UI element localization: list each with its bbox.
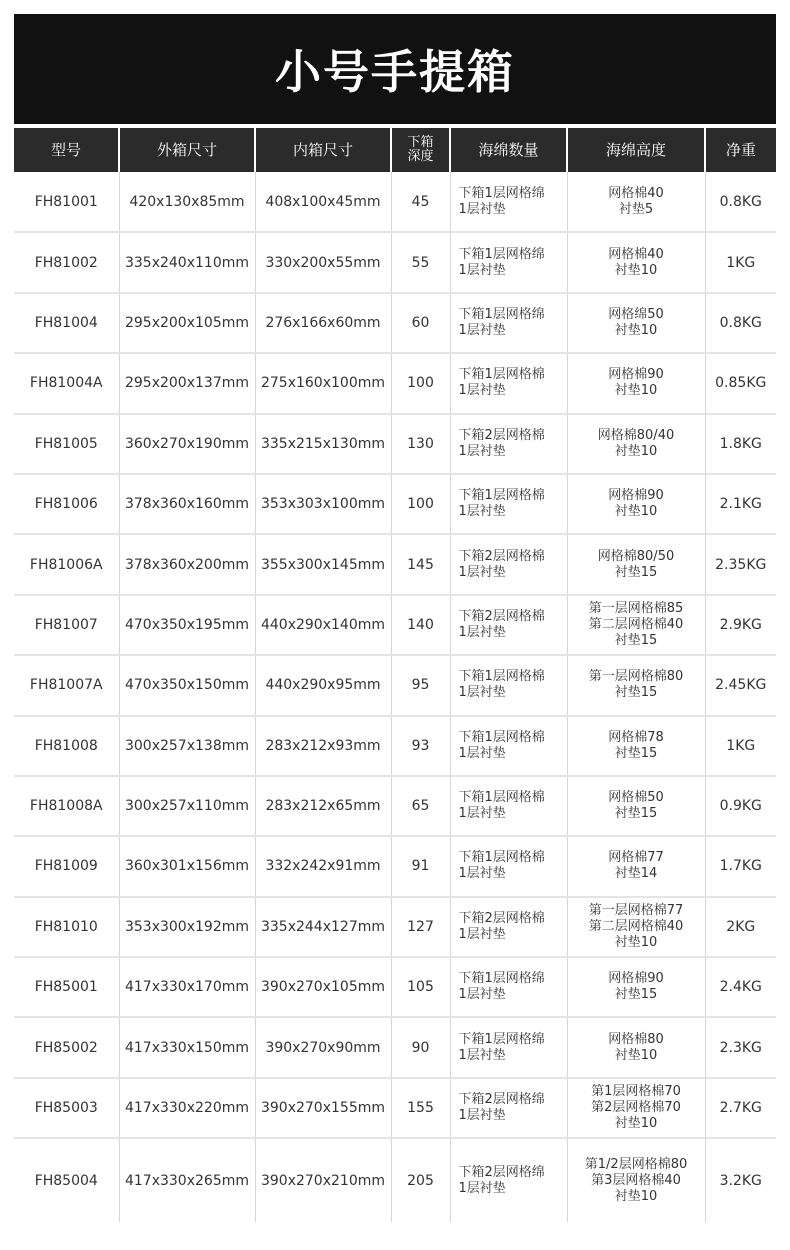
cell-depth: 130 — [391, 414, 450, 474]
cell-foam-height-line: 第1/2层网格棉80 — [584, 1156, 688, 1172]
cell-foam-height-line: 第1层网格棉70 — [591, 1084, 681, 1100]
table-row — [14, 957, 776, 1017]
cell-foam-height-line: 衬垫10 — [614, 1047, 658, 1063]
cell-foam-qty-line: 下箱1层网格绵 — [458, 185, 545, 201]
cell-model: FH81002 — [14, 232, 119, 292]
cell-foam-qty-line: 下箱1层网格绵 — [458, 1031, 545, 1047]
cell-foam-qty-line: 1层衬垫 — [458, 564, 506, 580]
cell-weight: 2.35KG — [705, 534, 776, 594]
table-row — [14, 776, 776, 836]
cell-model: FH81007A — [14, 655, 119, 715]
cell-foam-height-line: 衬垫10 — [614, 322, 658, 338]
title-banner — [14, 14, 776, 124]
table-row — [14, 1138, 776, 1222]
cell-model: FH85002 — [14, 1017, 119, 1077]
cell-foam-qty — [450, 172, 567, 232]
cell-foam-qty — [450, 1138, 567, 1222]
header-inner-size: 内箱尺寸 — [255, 128, 391, 172]
cell-depth: 91 — [391, 836, 450, 896]
cell-inner-size: 330x200x55mm — [255, 232, 391, 292]
cell-model: FH81001 — [34, 193, 98, 210]
cell-depth: 95 — [391, 655, 450, 715]
page-title: 小号手提箱 — [275, 45, 515, 99]
cell-weight: 0.8KG — [705, 172, 776, 232]
table-row — [14, 1078, 776, 1138]
cell-weight: 2.1KG — [705, 474, 776, 534]
cell-foam-height — [567, 1138, 705, 1222]
table-row — [14, 897, 776, 957]
header-row — [14, 128, 776, 172]
cell-weight: 1KG — [705, 232, 776, 292]
cell-outer-size: 300x257x110mm — [119, 776, 255, 836]
cell-foam-height-line: 第一层网格棉85 — [588, 600, 684, 616]
table-row — [14, 414, 776, 474]
cell-foam-qty-line: 下箱1层网格绵 — [458, 246, 545, 262]
cell-model: FH85004 — [14, 1138, 119, 1222]
cell-model: FH81006 — [14, 474, 119, 534]
cell-depth: 145 — [391, 534, 450, 594]
cell-model: FH81006A — [14, 534, 119, 594]
cell-foam-height-line: 衬垫10 — [614, 934, 658, 950]
cell-outer-size: 295x200x137mm — [119, 353, 255, 413]
cell-foam-qty-line: 1层衬垫 — [458, 685, 506, 701]
cell-foam-height-line: 第一层网格棉80 — [588, 669, 684, 685]
cell-foam-qty — [450, 474, 567, 534]
cell-foam-qty-line: 下箱2层网格棉 — [458, 608, 545, 624]
cell-foam-height-line: 衬垫10 — [614, 262, 658, 278]
cell-depth: 60 — [391, 293, 450, 353]
cell-inner-size: 283x212x93mm — [255, 716, 391, 776]
cell-foam-height — [567, 534, 705, 594]
cell-model: FH81004A — [14, 353, 119, 413]
cell-foam-qty-line: 1层衬垫 — [458, 745, 506, 761]
cell-foam-qty — [450, 655, 567, 715]
cell-outer-size: 417x330x150mm — [119, 1017, 255, 1077]
table-row — [14, 474, 776, 534]
cell-foam-qty-line: 1层衬垫 — [458, 1108, 506, 1124]
cell-foam-qty-line: 1层衬垫 — [458, 624, 506, 640]
cell-foam-height-line: 网格棉80 — [608, 1031, 664, 1047]
header-outer-size: 外箱尺寸 — [119, 128, 255, 172]
table-row — [14, 353, 776, 413]
cell-foam-height-line: 网格绵50 — [608, 306, 664, 322]
cell-foam-qty — [450, 897, 567, 957]
cell-foam-height-line: 衬垫14 — [614, 866, 658, 882]
cell-outer-size: 378x360x200mm — [119, 534, 255, 594]
cell-inner-size: 275x160x100mm — [255, 353, 391, 413]
cell-foam-qty — [450, 293, 567, 353]
cell-outer-size: 417x330x170mm — [119, 957, 255, 1017]
cell-model: FH85003 — [14, 1078, 119, 1138]
cell-outer-size: 470x350x150mm — [119, 655, 255, 715]
cell-foam-height — [567, 293, 705, 353]
cell-foam-height-line: 网格棉40 — [608, 246, 664, 262]
cell-foam-height-line: 衬垫15 — [614, 685, 658, 701]
table-row — [14, 232, 776, 292]
cell-foam-height — [567, 836, 705, 896]
cell-foam-qty-line: 1层衬垫 — [458, 926, 506, 942]
cell-outer-size: 353x300x192mm — [119, 897, 255, 957]
cell-outer-size: 335x240x110mm — [119, 232, 255, 292]
cell-foam-qty-line: 1层衬垫 — [458, 866, 506, 882]
cell-foam-qty-line: 1层衬垫 — [458, 806, 506, 822]
cell-depth: 93 — [391, 716, 450, 776]
cell-weight: 2KG — [705, 897, 776, 957]
cell-inner-size: 355x300x145mm — [255, 534, 391, 594]
cell-foam-height-line: 第3层网格棉40 — [591, 1172, 681, 1188]
cell-outer-size: 417x330x265mm — [119, 1138, 255, 1222]
header-foam-qty: 海绵数量 — [450, 128, 567, 172]
table-row — [14, 716, 776, 776]
cell-depth: 65 — [391, 776, 450, 836]
cell-foam-height — [567, 474, 705, 534]
cell-inner-size: 335x244x127mm — [255, 897, 391, 957]
cell-foam-height-line: 网格棉77 — [608, 850, 664, 866]
table-row — [14, 1017, 776, 1077]
cell-foam-height-line: 衬垫10 — [614, 1116, 658, 1132]
cell-foam-height — [567, 414, 705, 474]
cell-model: FH85001 — [14, 957, 119, 1017]
header-model: 型号 — [14, 128, 119, 172]
cell-foam-height — [567, 716, 705, 776]
cell-foam-qty-line: 下箱2层网格棉 — [458, 427, 545, 443]
cell-weight: 2.3KG — [705, 1017, 776, 1077]
cell-foam-qty-line: 下箱2层网格绵 — [458, 1164, 545, 1180]
cell-foam-height-line: 网格棉80/50 — [597, 548, 675, 564]
cell-inner-size: 283x212x65mm — [255, 776, 391, 836]
cell-depth: 155 — [391, 1078, 450, 1138]
cell-foam-qty-line: 1层衬垫 — [458, 987, 506, 1003]
cell-weight: 2.4KG — [705, 957, 776, 1017]
cell-outer-size: 417x330x220mm — [119, 1078, 255, 1138]
cell-foam-height-line: 网格棉78 — [608, 729, 664, 745]
cell-foam-qty-line: 下箱1层网格棉 — [458, 729, 545, 745]
cell-model: FH81008A — [14, 776, 119, 836]
cell-foam-qty-line: 下箱1层网格棉 — [458, 367, 545, 383]
cell-foam-height — [567, 595, 705, 655]
cell-depth: 105 — [391, 957, 450, 1017]
cell-foam-qty-line: 下箱1层网格绵 — [458, 306, 545, 322]
cell-foam-qty-line: 1层衬垫 — [458, 1047, 506, 1063]
cell-foam-qty-line: 1层衬垫 — [458, 504, 506, 520]
cell-foam-height-line: 网格棉90 — [608, 367, 664, 383]
cell-foam-height-line: 衬垫5 — [618, 201, 654, 217]
cell-foam-height-line: 第二层网格棉40 — [588, 918, 684, 934]
spec-table — [14, 128, 776, 1222]
cell-weight: 0.8KG — [705, 293, 776, 353]
cell-depth: 100 — [391, 353, 450, 413]
cell-foam-height-line: 衬垫15 — [614, 632, 658, 648]
cell-foam-height-line: 网格棉90 — [608, 971, 664, 987]
cell-depth: 140 — [391, 595, 450, 655]
cell-foam-qty-line: 下箱1层网格棉 — [458, 850, 545, 866]
cell-foam-height-line: 网格棉80/40 — [597, 427, 675, 443]
cell-model: FH81009 — [14, 836, 119, 896]
cell-depth: 100 — [391, 474, 450, 534]
cell-inner-size: 332x242x91mm — [255, 836, 391, 896]
cell-foam-height — [567, 897, 705, 957]
cell-foam-height-line: 衬垫10 — [614, 504, 658, 520]
cell-foam-qty — [450, 232, 567, 292]
cell-outer-size: 295x200x105mm — [119, 293, 255, 353]
cell-foam-qty — [450, 534, 567, 594]
table-row — [14, 172, 776, 232]
cell-foam-qty-line: 下箱1层网格绵 — [458, 971, 545, 987]
cell-foam-qty-line: 1层衬垫 — [458, 322, 506, 338]
cell-model: FH81004 — [14, 293, 119, 353]
cell-inner-size: 335x215x130mm — [255, 414, 391, 474]
header-weight: 净重 — [705, 128, 776, 172]
cell-foam-height — [567, 1078, 705, 1138]
cell-inner-size: 440x290x95mm — [255, 655, 391, 715]
cell-inner-size: 390x270x210mm — [255, 1138, 391, 1222]
table-row — [14, 293, 776, 353]
cell-foam-height — [567, 655, 705, 715]
cell-foam-height — [567, 232, 705, 292]
cell-inner-size: 408x100x45mm — [255, 172, 391, 232]
header-depth-line1: 下箱 — [407, 135, 434, 150]
cell-foam-height — [567, 1017, 705, 1077]
cell-weight: 1.7KG — [705, 836, 776, 896]
cell-foam-qty-line: 下箱2层网格棉 — [458, 548, 545, 564]
table-row — [14, 655, 776, 715]
cell-foam-height-line: 第二层网格棉40 — [588, 616, 684, 632]
cell-foam-height-line: 衬垫15 — [614, 806, 658, 822]
cell-weight: 2.9KG — [705, 595, 776, 655]
cell-weight: 0.85KG — [705, 353, 776, 413]
cell-foam-qty — [450, 957, 567, 1017]
cell-foam-height-line: 衬垫15 — [614, 564, 658, 580]
cell-foam-height — [567, 776, 705, 836]
cell-foam-qty-line: 下箱2层网格绵 — [458, 1092, 545, 1108]
cell-inner-size: 440x290x140mm — [255, 595, 391, 655]
cell-foam-qty-line: 1层衬垫 — [458, 201, 506, 217]
cell-foam-qty — [450, 836, 567, 896]
cell-inner-size: 390x270x155mm — [255, 1078, 391, 1138]
cell-foam-qty — [450, 716, 567, 776]
cell-model: FH81007 — [14, 595, 119, 655]
cell-depth: 90 — [391, 1017, 450, 1077]
cell-inner-size: 390x270x90mm — [255, 1017, 391, 1077]
cell-foam-qty — [450, 1017, 567, 1077]
cell-inner-size: 353x303x100mm — [255, 474, 391, 534]
cell-foam-qty — [450, 1078, 567, 1138]
cell-outer-size: 470x350x195mm — [119, 595, 255, 655]
cell-model: FH81008 — [14, 716, 119, 776]
table-body — [14, 172, 776, 1222]
cell-foam-height-line: 网格棉90 — [608, 488, 664, 504]
cell-weight: 2.45KG — [705, 655, 776, 715]
cell-foam-height-line: 网格棉40 — [608, 185, 664, 201]
cell-foam-height-line: 衬垫15 — [614, 745, 658, 761]
cell-foam-height — [567, 957, 705, 1017]
cell-foam-qty — [450, 414, 567, 474]
cell-foam-qty-line: 1层衬垫 — [458, 1180, 506, 1196]
cell-model: FH81005 — [14, 414, 119, 474]
table-row — [14, 534, 776, 594]
cell-foam-qty-line: 下箱2层网格棉 — [458, 910, 545, 926]
cell-depth: 205 — [391, 1138, 450, 1222]
header-depth-line2: 深度 — [407, 149, 434, 164]
cell-foam-height — [567, 353, 705, 413]
cell-inner-size: 390x270x105mm — [255, 957, 391, 1017]
cell-foam-height-line: 衬垫15 — [614, 987, 658, 1003]
header-foam-height: 海绵高度 — [567, 128, 705, 172]
cell-foam-qty-line: 下箱1层网格棉 — [458, 669, 545, 685]
cell-foam-qty — [450, 353, 567, 413]
cell-weight: 1.8KG — [705, 414, 776, 474]
cell-foam-qty-line: 1层衬垫 — [458, 443, 506, 459]
header-depth — [391, 128, 450, 172]
cell-foam-height-line: 第一层网格棉77 — [588, 902, 684, 918]
cell-depth: 55 — [391, 232, 450, 292]
cell-outer-size: 360x270x190mm — [119, 414, 255, 474]
table-row — [14, 836, 776, 896]
cell-weight: 3.2KG — [705, 1138, 776, 1222]
cell-depth: 127 — [391, 897, 450, 957]
cell-foam-height-line: 衬垫10 — [614, 383, 658, 399]
cell-weight: 0.9KG — [705, 776, 776, 836]
cell-outer-size: 420x130x85mm — [119, 172, 255, 232]
cell-foam-height-line: 衬垫10 — [614, 443, 658, 459]
cell-outer-size: 300x257x138mm — [119, 716, 255, 776]
cell-foam-height-line: 网格棉50 — [608, 790, 664, 806]
cell-foam-height — [567, 172, 705, 232]
cell-foam-qty — [450, 776, 567, 836]
cell-foam-qty-line: 1层衬垫 — [458, 383, 506, 399]
cell-weight: 1KG — [705, 716, 776, 776]
cell-foam-qty-line: 下箱1层网格棉 — [458, 790, 545, 806]
cell-model: FH81010 — [14, 897, 119, 957]
table-row — [14, 595, 776, 655]
cell-foam-qty-line: 1层衬垫 — [458, 262, 506, 278]
cell-foam-qty — [450, 595, 567, 655]
cell-foam-height-line: 第2层网格棉70 — [591, 1100, 681, 1116]
cell-foam-height-line: 衬垫10 — [614, 1188, 658, 1204]
cell-outer-size: 378x360x160mm — [119, 474, 255, 534]
cell-inner-size: 276x166x60mm — [255, 293, 391, 353]
cell-foam-qty-line: 下箱1层网格棉 — [458, 488, 545, 504]
cell-weight: 2.7KG — [705, 1078, 776, 1138]
cell-outer-size: 360x301x156mm — [119, 836, 255, 896]
cell-depth: 45 — [391, 172, 450, 232]
